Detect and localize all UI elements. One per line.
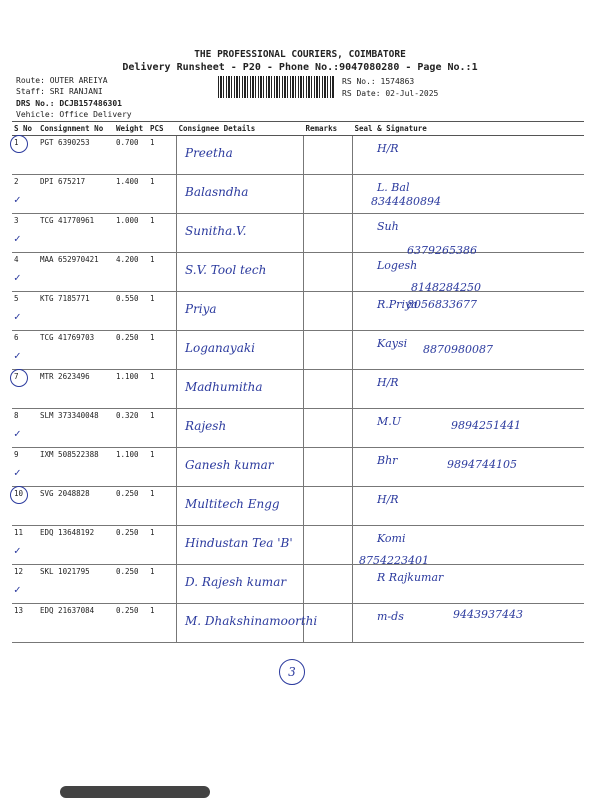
- row-sno-text: 9: [14, 450, 19, 459]
- phone-handwriting: 9894744105: [447, 458, 517, 471]
- table-row: [12, 448, 584, 487]
- row-consignee: [177, 565, 304, 604]
- row-signature: [353, 487, 585, 526]
- row-consignee: [177, 409, 304, 448]
- row-consignee: [177, 448, 304, 487]
- check-mark: ✓: [14, 349, 21, 362]
- row-signature: [353, 214, 585, 257]
- row-weight-text: 4.200: [116, 255, 139, 264]
- row-sno-text: 13: [14, 606, 24, 615]
- row-pcs: [148, 175, 177, 214]
- phone-handwriting: 8344480894: [371, 195, 441, 208]
- row-consignee: [177, 331, 304, 370]
- row-signature: [353, 604, 585, 643]
- row-weight: [114, 565, 148, 604]
- row-signature: [353, 253, 585, 292]
- consignee-handwriting: Sunitha.V.: [185, 224, 247, 238]
- row-remarks: [304, 409, 353, 448]
- row-consignment: [38, 292, 114, 331]
- row-sno-text: 8: [14, 411, 19, 420]
- drs-label: DRS No.: DCJB157486301: [16, 99, 122, 108]
- row-pcs-text: 1: [150, 528, 155, 537]
- row-sno: [12, 565, 38, 604]
- signature-handwriting: L. Bal: [377, 181, 410, 194]
- consignee-handwriting: Ganesh kumar: [185, 458, 274, 472]
- row-sno-text: 11: [14, 528, 24, 537]
- row-pcs-text: 1: [150, 333, 155, 342]
- row-pcs: [148, 409, 177, 448]
- table-row: [12, 487, 584, 526]
- row-pcs-text: 1: [150, 489, 155, 498]
- row-consignment: [38, 409, 114, 448]
- row-consignment: [38, 565, 114, 604]
- phone-handwriting: 6379265386: [407, 244, 477, 257]
- signature-handwriting: R.Priya: [377, 298, 418, 311]
- runsheet-subtitle: Delivery Runsheet - P20 - Phone No.:9047080280 - Page No.:1: [122, 62, 478, 73]
- consignee-handwriting: Rajesh: [185, 419, 227, 433]
- row-weight: [114, 448, 148, 487]
- scan-smudge: [60, 786, 210, 798]
- row-pcs: [148, 565, 177, 604]
- table-header-row: [12, 122, 584, 136]
- row-pcs: [148, 331, 177, 370]
- row-remarks: [304, 175, 353, 214]
- row-weight: [114, 487, 148, 526]
- check-mark: ✓: [14, 427, 21, 440]
- row-signature: [353, 565, 585, 604]
- consignee-handwriting: D. Rajesh kumar: [185, 575, 287, 589]
- table-row: [12, 214, 584, 253]
- row-consignee: [177, 136, 304, 175]
- row-pcs-text: 1: [150, 606, 155, 615]
- consignee-handwriting: S.V. Tool tech: [185, 263, 267, 277]
- row-pcs-text: 1: [150, 450, 155, 459]
- col-signature: Seal & Signature: [353, 122, 585, 136]
- phone-handwriting: 9443937443: [453, 608, 523, 621]
- consignee-handwriting: Priya: [185, 302, 217, 316]
- row-weight: [114, 409, 148, 448]
- row-sno: [12, 331, 38, 370]
- consignee-handwriting: Loganayaki: [185, 341, 255, 355]
- consignee-handwriting: Hindustan Tea 'B': [185, 536, 293, 550]
- table-row: [12, 253, 584, 292]
- table-row: [12, 409, 584, 448]
- row-consignment-text: SLM 373340048: [40, 411, 99, 420]
- row-consignment: [38, 487, 114, 526]
- row-sno-text: 10: [14, 489, 24, 498]
- row-sno-text: 7: [14, 372, 19, 381]
- row-consignment: [38, 214, 114, 253]
- check-mark: ✓: [14, 271, 21, 284]
- table-row: [12, 175, 584, 214]
- row-weight-text: 0.250: [116, 489, 139, 498]
- route-label: Route: OUTER AREIYA: [16, 76, 108, 85]
- check-mark: ✓: [14, 232, 21, 245]
- row-sno: [12, 292, 38, 331]
- row-consignee: [177, 175, 304, 214]
- row-pcs: [148, 292, 177, 331]
- row-signature: [353, 409, 585, 448]
- phone-handwriting: 8056833677: [407, 298, 477, 311]
- row-consignment: [38, 370, 114, 409]
- row-weight-text: 0.250: [116, 567, 139, 576]
- row-weight-text: 0.700: [116, 138, 139, 147]
- row-weight-text: 0.550: [116, 294, 139, 303]
- row-sno: [12, 448, 38, 487]
- table-row: [12, 370, 584, 409]
- row-weight-text: 1.100: [116, 450, 139, 459]
- consignee-handwriting: M. Dhakshinamoorthi: [185, 614, 318, 628]
- row-remarks: [304, 487, 353, 526]
- signature-handwriting: Suh: [377, 220, 399, 233]
- row-pcs-text: 1: [150, 567, 155, 576]
- row-weight: [114, 175, 148, 214]
- row-weight-text: 1.400: [116, 177, 139, 186]
- row-sno-text: 6: [14, 333, 19, 342]
- row-weight: [114, 604, 148, 643]
- row-sno: [12, 253, 38, 292]
- row-remarks: [304, 565, 353, 604]
- row-pcs-text: 1: [150, 411, 155, 420]
- col-weight: Weight: [114, 122, 148, 136]
- signature-handwriting: m-ds: [377, 610, 404, 623]
- row-consignment-text: SKL 1021795: [40, 567, 90, 576]
- row-pcs: [148, 448, 177, 487]
- consignee-handwriting: Balasndha: [185, 185, 249, 199]
- row-weight: [114, 292, 148, 331]
- row-weight: [114, 214, 148, 253]
- circle-mark: [10, 369, 28, 387]
- row-signature: [353, 331, 585, 370]
- table-row: [12, 331, 584, 370]
- row-consignment-text: IXM 508522388: [40, 450, 99, 459]
- col-pcs: PCS: [148, 122, 177, 136]
- row-remarks: [304, 136, 353, 175]
- row-consignment-text: KTG 7185771: [40, 294, 90, 303]
- staff-label: Staff: SRI RANJANI: [16, 87, 103, 96]
- signature-handwriting: R Rajkumar: [377, 571, 444, 584]
- barcode: [218, 76, 334, 98]
- row-sno-text: 1: [14, 138, 19, 147]
- row-remarks: [304, 448, 353, 487]
- table-row: [12, 292, 584, 331]
- consignee-handwriting: Madhumitha: [185, 380, 263, 394]
- table-row: [12, 526, 584, 565]
- row-consignee: [177, 292, 304, 331]
- row-pcs: [148, 487, 177, 526]
- row-sno-text: 4: [14, 255, 19, 264]
- row-remarks: [304, 253, 353, 292]
- page-mark: 3: [279, 659, 305, 685]
- signature-handwriting: H/R: [377, 376, 399, 389]
- row-sno-text: 12: [14, 567, 24, 576]
- row-remarks: [304, 292, 353, 331]
- signature-handwriting: Komi: [377, 532, 406, 545]
- table-row: [12, 565, 584, 604]
- row-pcs-text: 1: [150, 216, 155, 225]
- row-consignment: [38, 526, 114, 565]
- signature-handwriting: Kaysi: [377, 337, 408, 350]
- rs-date: RS Date: 02-Jul-2025: [342, 89, 439, 98]
- row-pcs: [148, 526, 177, 565]
- row-weight: [114, 136, 148, 175]
- signature-handwriting: H/R: [377, 493, 399, 506]
- signature-handwriting: Logesh: [377, 259, 418, 272]
- row-weight-text: 0.250: [116, 528, 139, 537]
- row-sno-text: 3: [14, 216, 19, 225]
- row-pcs: [148, 136, 177, 175]
- row-weight-text: 1.000: [116, 216, 139, 225]
- check-mark: ✓: [14, 544, 21, 557]
- col-consignment: Consignment No: [38, 122, 114, 136]
- consignee-handwriting: Preetha: [185, 146, 233, 160]
- phone-handwriting: 8870980087: [423, 343, 493, 356]
- row-weight: [114, 370, 148, 409]
- row-pcs-text: 1: [150, 138, 155, 147]
- row-pcs: [148, 370, 177, 409]
- row-consignment-text: TCG 41770961: [40, 216, 95, 225]
- row-weight-text: 0.320: [116, 411, 139, 420]
- row-consignment: [38, 331, 114, 370]
- check-mark: ✓: [14, 466, 21, 479]
- row-pcs-text: 1: [150, 177, 155, 186]
- row-consignment-text: PGT 6390253: [40, 138, 90, 147]
- company-title: THE PROFESSIONAL COURIERS, COIMBATORE: [194, 49, 406, 60]
- row-pcs: [148, 214, 177, 253]
- row-pcs-text: 1: [150, 372, 155, 381]
- consignee-handwriting: Multitech Engg: [185, 497, 280, 511]
- row-signature: [353, 370, 585, 409]
- row-remarks: [304, 331, 353, 370]
- row-sno-text: 2: [14, 177, 19, 186]
- row-consignment-text: EDQ 13648192: [40, 528, 95, 537]
- row-consignee: [177, 487, 304, 526]
- phone-handwriting: 8754223401: [359, 554, 429, 567]
- row-pcs-text: 1: [150, 255, 155, 264]
- runsheet-table: [12, 121, 584, 643]
- row-remarks: [304, 214, 353, 253]
- row-consignment: [38, 136, 114, 175]
- row-consignment-text: TCG 41769703: [40, 333, 95, 342]
- row-signature: [353, 448, 585, 487]
- row-weight-text: 0.250: [116, 606, 139, 615]
- circle-mark: [10, 486, 28, 504]
- row-sno: [12, 136, 38, 175]
- row-remarks: [304, 370, 353, 409]
- row-sno: [12, 370, 38, 409]
- col-remarks: Remarks: [304, 122, 353, 136]
- row-consignment-text: MAA 652970421: [40, 255, 99, 264]
- row-signature: [353, 136, 585, 175]
- check-mark: ✓: [14, 193, 21, 206]
- vehicle-label: Vehicle: Office Delivery: [16, 110, 132, 119]
- row-consignment-text: SVG 2048828: [40, 489, 90, 498]
- row-consignment: [38, 175, 114, 214]
- rs-info: [342, 76, 438, 100]
- check-mark: ✓: [14, 310, 21, 323]
- check-mark: ✓: [14, 583, 21, 596]
- table-row: [12, 604, 584, 643]
- row-weight-text: 1.100: [116, 372, 139, 381]
- signature-handwriting: H/R: [377, 142, 399, 155]
- row-sno: [12, 175, 38, 214]
- row-consignment: [38, 448, 114, 487]
- row-signature: [353, 175, 585, 214]
- row-weight: [114, 331, 148, 370]
- row-consignee: [177, 253, 304, 292]
- row-remarks: [304, 526, 353, 565]
- row-consignment: [38, 604, 114, 643]
- row-consignment-text: EDQ 21637084: [40, 606, 95, 615]
- phone-handwriting: 8148284250: [411, 281, 481, 294]
- row-signature: [353, 526, 585, 565]
- row-consignee: [177, 370, 304, 409]
- signature-handwriting: M.U: [377, 415, 402, 428]
- phone-handwriting: 9894251441: [451, 419, 521, 432]
- signature-handwriting: Bhr: [377, 454, 398, 467]
- row-pcs: [148, 253, 177, 292]
- row-sno: [12, 214, 38, 253]
- row-signature: [353, 292, 585, 331]
- rs-number: RS No.: 1574863: [342, 77, 415, 86]
- row-consignee: [177, 526, 304, 565]
- row-consignment: [38, 253, 114, 292]
- row-weight: [114, 253, 148, 292]
- row-pcs: [148, 604, 177, 643]
- col-consignee: Consignee Details: [177, 122, 304, 136]
- row-weight: [114, 526, 148, 565]
- col-sno: S No: [12, 122, 38, 136]
- row-consignee: [177, 214, 304, 253]
- table-row: [12, 136, 584, 175]
- row-pcs-text: 1: [150, 294, 155, 303]
- row-consignment-text: MTR 2623496: [40, 372, 90, 381]
- row-sno: [12, 604, 38, 643]
- row-sno: [12, 409, 38, 448]
- row-consignment-text: DPI 675217: [40, 177, 86, 186]
- row-sno: [12, 526, 38, 565]
- row-sno: [12, 487, 38, 526]
- row-sno-text: 5: [14, 294, 19, 303]
- row-consignee: [177, 604, 318, 643]
- row-weight-text: 0.250: [116, 333, 139, 342]
- circle-mark: [10, 135, 28, 153]
